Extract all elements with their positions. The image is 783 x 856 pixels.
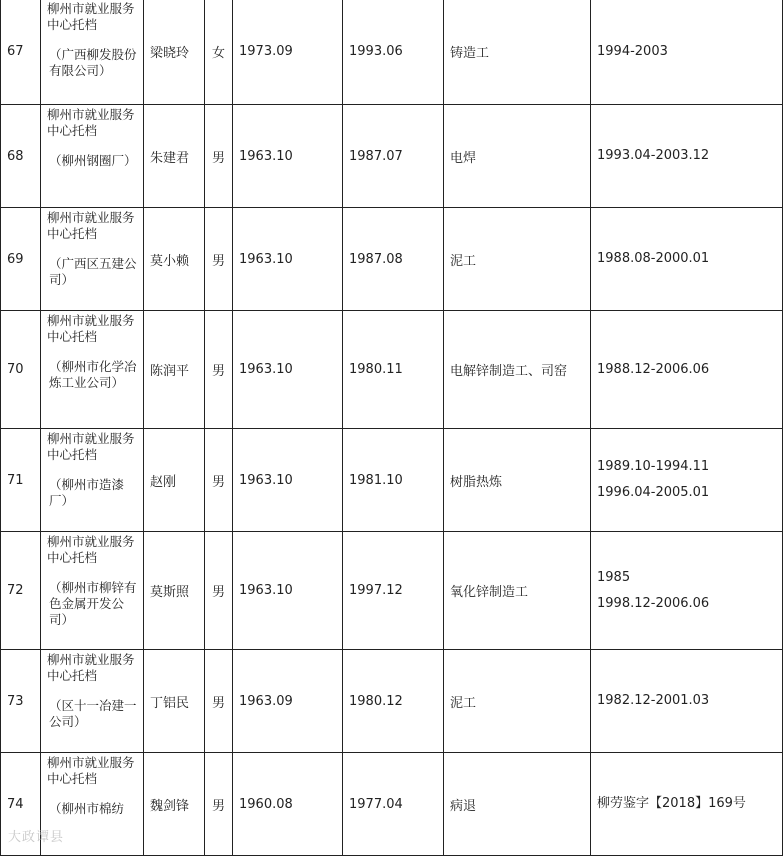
employer-cell <box>41 0 144 105</box>
gender-cell: 男 <box>205 650 233 753</box>
table-row <box>1 650 783 753</box>
period-cell <box>591 429 783 532</box>
name-cell: 魏剑锋 <box>144 753 205 856</box>
period-cell <box>591 532 783 650</box>
table-row <box>1 105 783 208</box>
work-start-cell: 1977.04 <box>343 753 444 856</box>
table-row <box>1 208 783 311</box>
employer-sub: （柳州市柳锌有色金属开发公司） <box>49 580 137 627</box>
employer-main: 柳州市就业服务中心托档 <box>47 313 135 344</box>
row-number: 72 <box>1 532 41 650</box>
job-type-cell: 泥工 <box>444 650 591 753</box>
row-number: 74 <box>1 753 41 856</box>
employer-cell <box>41 429 144 532</box>
employer-cell <box>41 105 144 208</box>
birth-date-cell: 1973.09 <box>233 0 343 105</box>
work-start-cell: 1993.06 <box>343 0 444 105</box>
period-cell <box>591 208 783 311</box>
employer-cell <box>41 532 144 650</box>
row-number: 67 <box>1 0 41 105</box>
job-type-cell: 病退 <box>444 753 591 856</box>
employer-main: 柳州市就业服务中心托档 <box>47 652 135 683</box>
period-line: 1996.04-2005.01 <box>597 485 710 500</box>
job-type-cell: 电解锌制造工、司窑 <box>444 311 591 429</box>
employer-sub: （区十一冶建一公司） <box>49 698 137 729</box>
row-number: 73 <box>1 650 41 753</box>
work-start-cell: 1987.08 <box>343 208 444 311</box>
period-line: 1982.12-2001.03 <box>597 693 710 708</box>
period-cell <box>591 311 783 429</box>
birth-date-cell: 1963.09 <box>233 650 343 753</box>
table-row <box>1 532 783 650</box>
job-type-cell: 电焊 <box>444 105 591 208</box>
employer-sub: （柳州市造漆厂） <box>49 477 125 508</box>
employer-cell <box>41 650 144 753</box>
employer-main: 柳州市就业服务中心托档 <box>47 431 135 462</box>
work-start-cell: 1981.10 <box>343 429 444 532</box>
birth-date-cell: 1960.08 <box>233 753 343 856</box>
period-cell <box>591 753 783 856</box>
name-cell: 丁铝民 <box>144 650 205 753</box>
row-number: 71 <box>1 429 41 532</box>
employer-main: 柳州市就业服务中心托档 <box>47 755 135 786</box>
row-number: 70 <box>1 311 41 429</box>
name-cell: 莫小赖 <box>144 208 205 311</box>
period-line: 1994-2003 <box>597 43 668 59</box>
birth-date-cell: 1963.10 <box>233 429 343 532</box>
table-row <box>1 429 783 532</box>
employer-cell <box>41 311 144 429</box>
employer-cell <box>41 208 144 311</box>
work-start-cell: 1980.12 <box>343 650 444 753</box>
name-cell: 莫斯照 <box>144 532 205 650</box>
employer-sub: （柳州市棉纺 <box>49 801 125 816</box>
name-cell: 陈润平 <box>144 311 205 429</box>
period-line: 1998.12-2006.06 <box>597 595 710 611</box>
work-start-cell: 1980.11 <box>343 311 444 429</box>
table-row <box>1 753 783 856</box>
name-cell: 赵刚 <box>144 429 205 532</box>
work-start-cell: 1987.07 <box>343 105 444 208</box>
gender-cell: 男 <box>205 753 233 856</box>
period-line: 1989.10-1994.11 <box>597 459 710 474</box>
watermark: 大政谭县 <box>8 830 65 845</box>
row-number: 68 <box>1 105 41 208</box>
birth-date-cell: 1963.10 <box>233 105 343 208</box>
employer-sub: （柳州市化学冶炼工业公司） <box>49 359 137 390</box>
employer-sub: （广西区五建公司） <box>49 256 137 287</box>
table-row <box>1 311 783 429</box>
gender-cell: 男 <box>205 532 233 650</box>
table-row <box>1 0 783 105</box>
employer-main: 柳州市就业服务中心托档 <box>47 1 135 32</box>
employer-main: 柳州市就业服务中心托档 <box>47 534 135 565</box>
name-cell: 梁晓玲 <box>144 0 205 105</box>
work-start-cell: 1997.12 <box>343 532 444 650</box>
name-cell: 朱建君 <box>144 105 205 208</box>
birth-date-cell: 1963.10 <box>233 532 343 650</box>
gender-cell: 男 <box>205 208 233 311</box>
job-type-cell: 泥工 <box>444 208 591 311</box>
gender-cell: 女 <box>205 0 233 105</box>
birth-date-cell: 1963.10 <box>233 311 343 429</box>
job-type-cell: 铸造工 <box>444 0 591 105</box>
row-number: 69 <box>1 208 41 311</box>
gender-cell: 男 <box>205 429 233 532</box>
period-cell <box>591 105 783 208</box>
job-type-cell: 树脂热炼 <box>444 429 591 532</box>
job-type-cell: 氧化锌制造工 <box>444 532 591 650</box>
period-line: 1988.12-2006.06 <box>597 361 710 377</box>
employer-main: 柳州市就业服务中心托档 <box>47 107 135 138</box>
period-cell <box>591 0 783 105</box>
employer-main: 柳州市就业服务中心托档 <box>47 210 135 241</box>
employer-sub: （广西柳发股份有限公司） <box>49 47 137 78</box>
birth-date-cell: 1963.10 <box>233 208 343 311</box>
period-cell <box>591 650 783 753</box>
period-line: 1993.04-2003.12 <box>597 148 710 163</box>
gender-cell: 男 <box>205 311 233 429</box>
employer-sub: （柳州钢圈厂） <box>49 153 137 168</box>
period-line: 1988.08-2000.01 <box>597 251 710 266</box>
gender-cell: 男 <box>205 105 233 208</box>
period-line: 柳劳鉴字【2018】169号 <box>597 796 746 811</box>
period-line: 1985 <box>597 569 631 585</box>
